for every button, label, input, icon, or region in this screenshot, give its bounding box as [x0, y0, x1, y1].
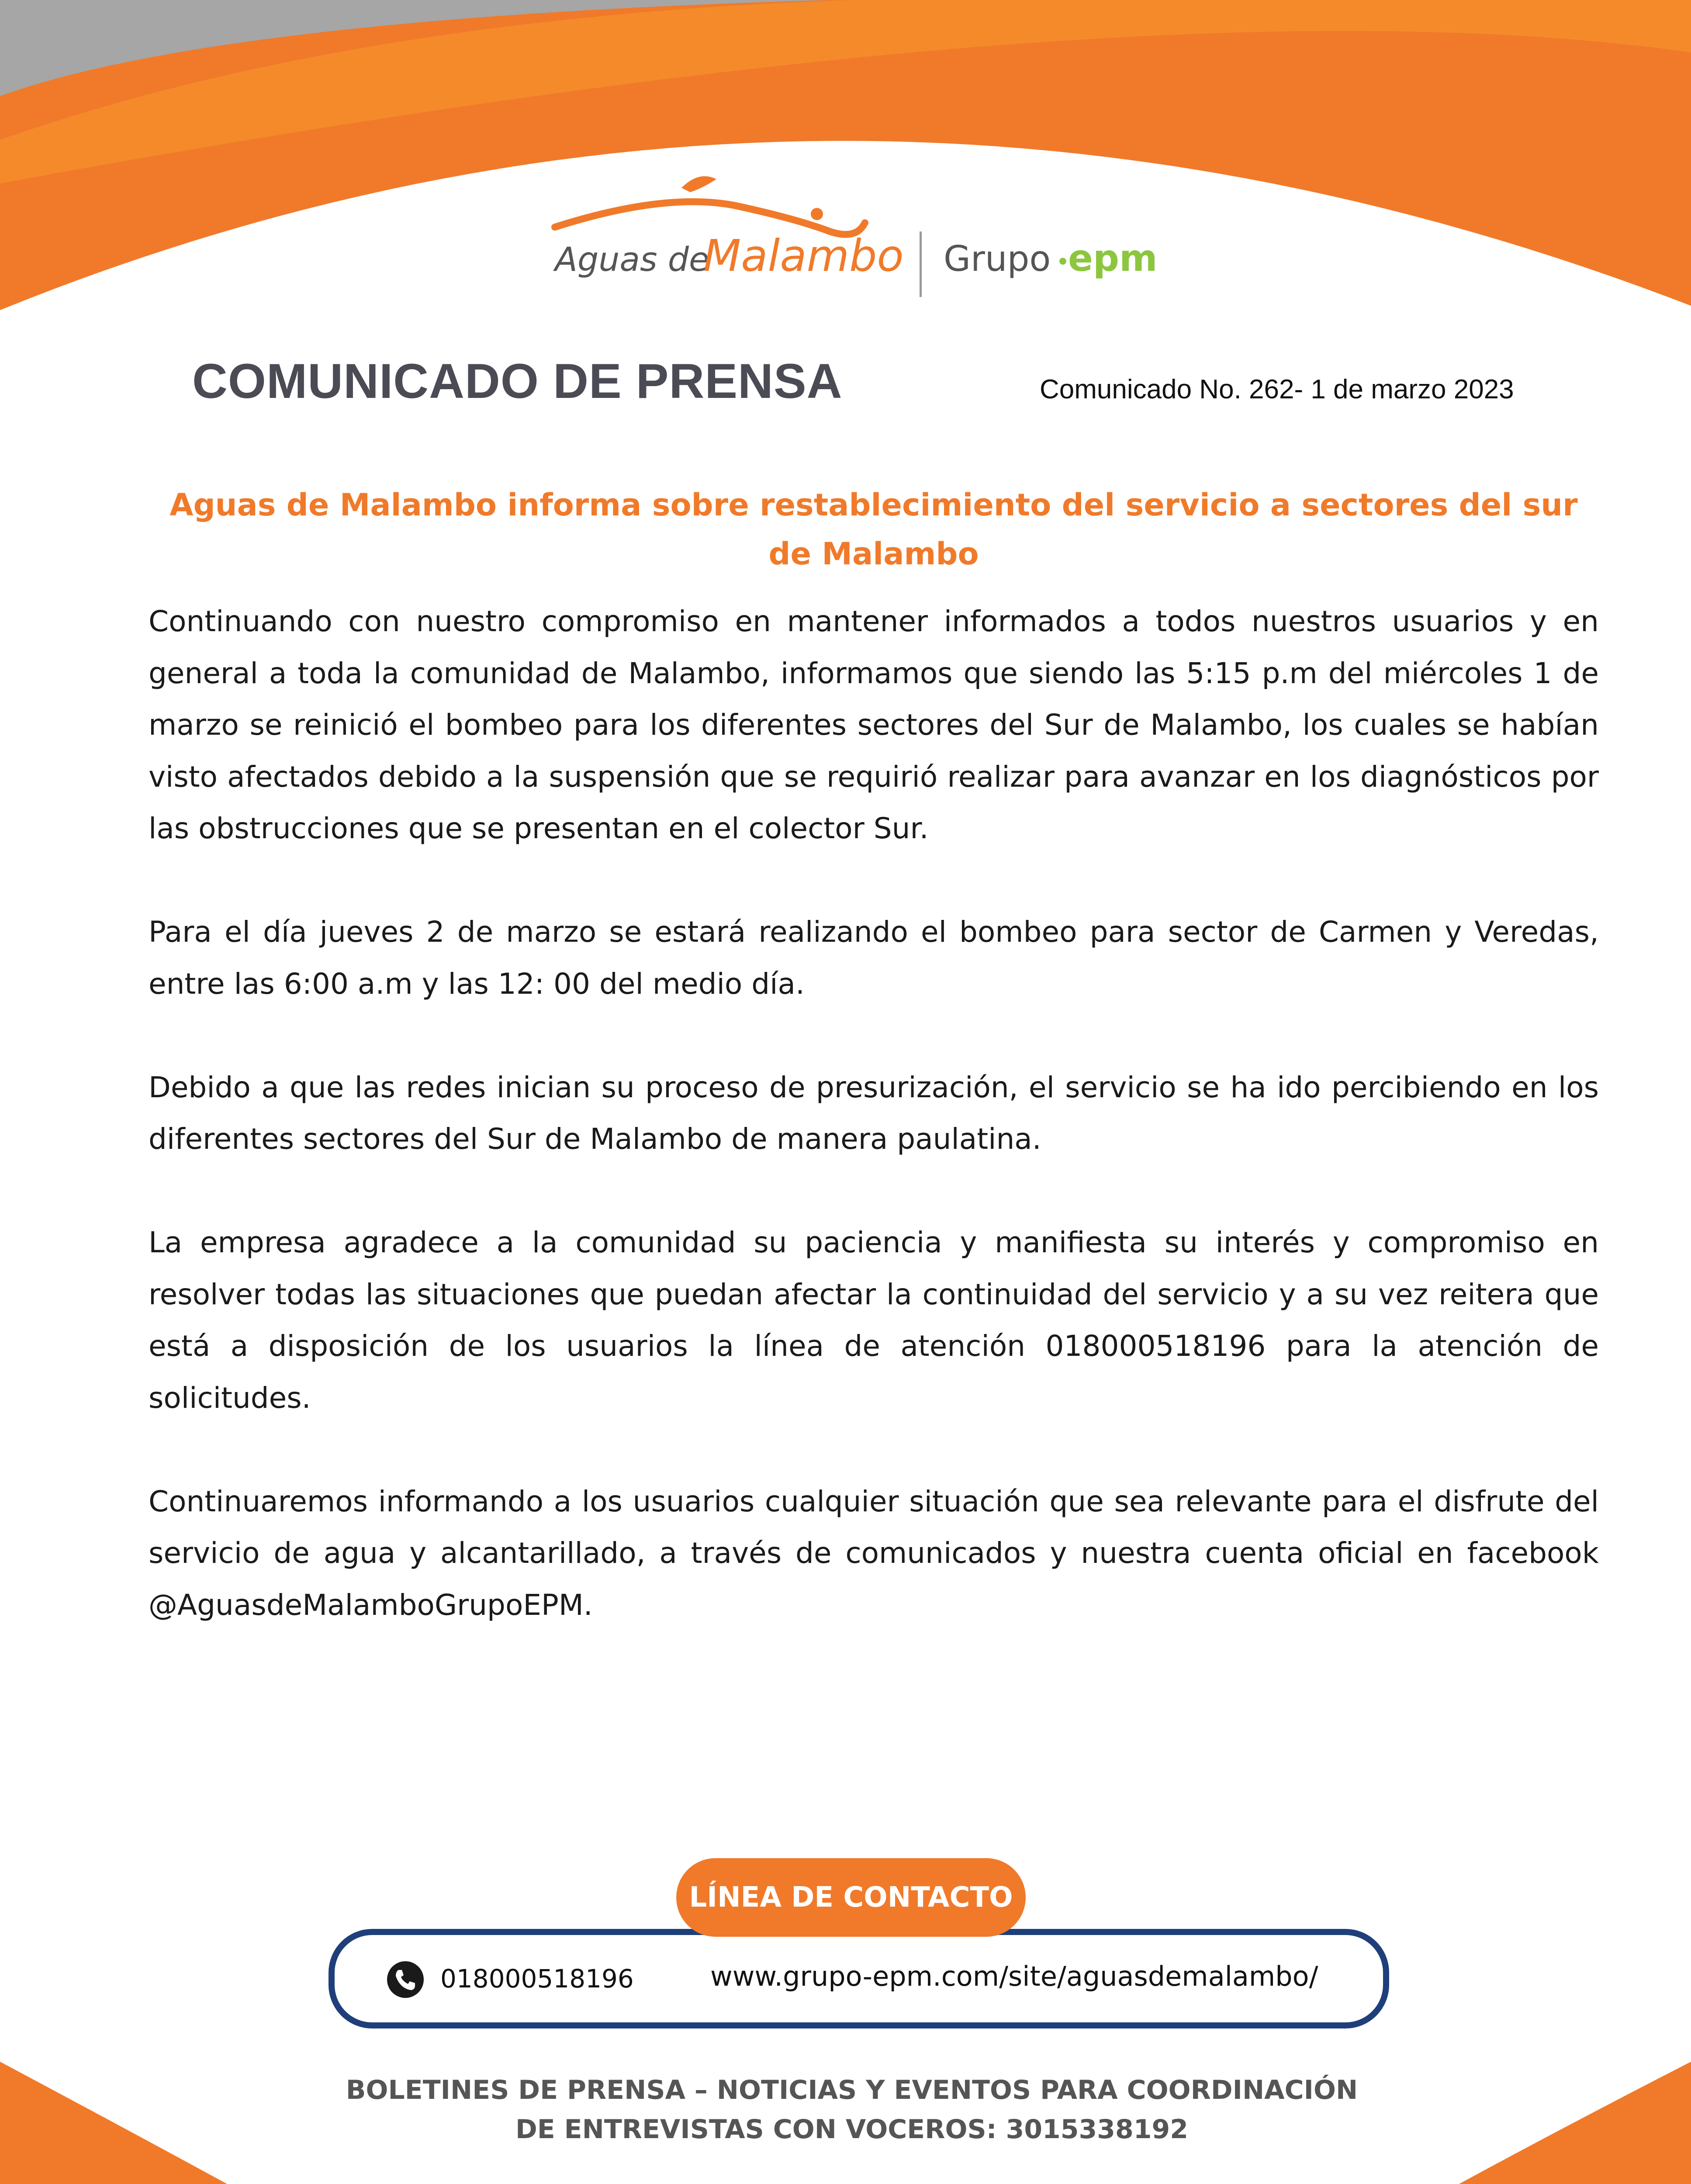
contact-phone-number: 018000518196: [440, 1964, 634, 1994]
paragraph: Continuando con nuestro compromiso en mantener informados a todos nuestros usuarios y en general a toda la comunidad de Malambo, informamos que siendo las 5:15 p.m del miércoles 1 de marzo se reinició el bombeo para los diferentes sectores del Sur de Malambo, los cuales se habían visto afectados debido a la suspensión que se requirió realizar para avanzar en los diagnósticos por las obstrucciones que se presentan en el colector Sur.: [149, 605, 1599, 845]
paragraph: La empresa agradece a la comunidad su paciencia y manifiesta su interés y compromiso en resolver todas las situaciones que puedan afectar la continuidad del servicio y a su vez reitera que está a disposición de los usuarios la línea de atención 018000518196 para la atención de solicitudes.: [149, 1226, 1599, 1415]
water-drop-icon: [681, 176, 716, 192]
press-headline: Aguas de Malambo informa sobre restablecimiento del servicio a sectores del sur de Malambo: [169, 487, 1578, 572]
release-number: Comunicado No. 262- 1 de marzo 2023: [1040, 374, 1514, 404]
contact-line-label: LÍNEA DE CONTACTO: [676, 1858, 1026, 1937]
group-name-prefix: Grupo: [944, 238, 1051, 279]
contact-box: [329, 1929, 1389, 2028]
page-title: COMUNICADO DE PRENSA: [192, 354, 843, 408]
contact-website-link[interactable]: www.grupo-epm.com/site/aguasdemalambo/: [710, 1960, 1318, 1992]
footer-note: [218, 2070, 1485, 2149]
footer-line: BOLETINES DE PRENSA – NOTICIAS Y EVENTOS PARA COORDINACIÓN: [346, 2075, 1358, 2105]
phone-icon: [387, 1961, 424, 1998]
group-name-suffix: epm: [1068, 237, 1158, 280]
press-body: [149, 596, 1599, 1683]
brand-name-prefix: Aguas de: [555, 240, 709, 279]
paragraph: Continuaremos informando a los usuarios cualquier situación que sea relevante para el disfrute del servicio de agua y alcantarillado, a través de comunicados y nuestra cuenta oficial en facebook @AguasdeMalamboGrupoEPM.: [149, 1484, 1599, 1622]
paragraph: Debido a que las redes inician su proceso de presurización, el servicio se ha ido percibiendo en los diferentes sectores del Sur de Malambo de manera paulatina.: [149, 1070, 1599, 1156]
footer-line: DE ENTREVISTAS CON VOCEROS: 3015338192: [515, 2114, 1189, 2145]
brand-logo: [550, 162, 1171, 306]
brand-name-main: Malambo: [703, 230, 904, 281]
logo-divider: [920, 232, 922, 297]
paragraph: Para el día jueves 2 de marzo se estará realizando el bombeo para sector de Carmen y Veredas, entre las 6:00 a.m y las 12: 00 del medio día.: [149, 915, 1599, 1001]
